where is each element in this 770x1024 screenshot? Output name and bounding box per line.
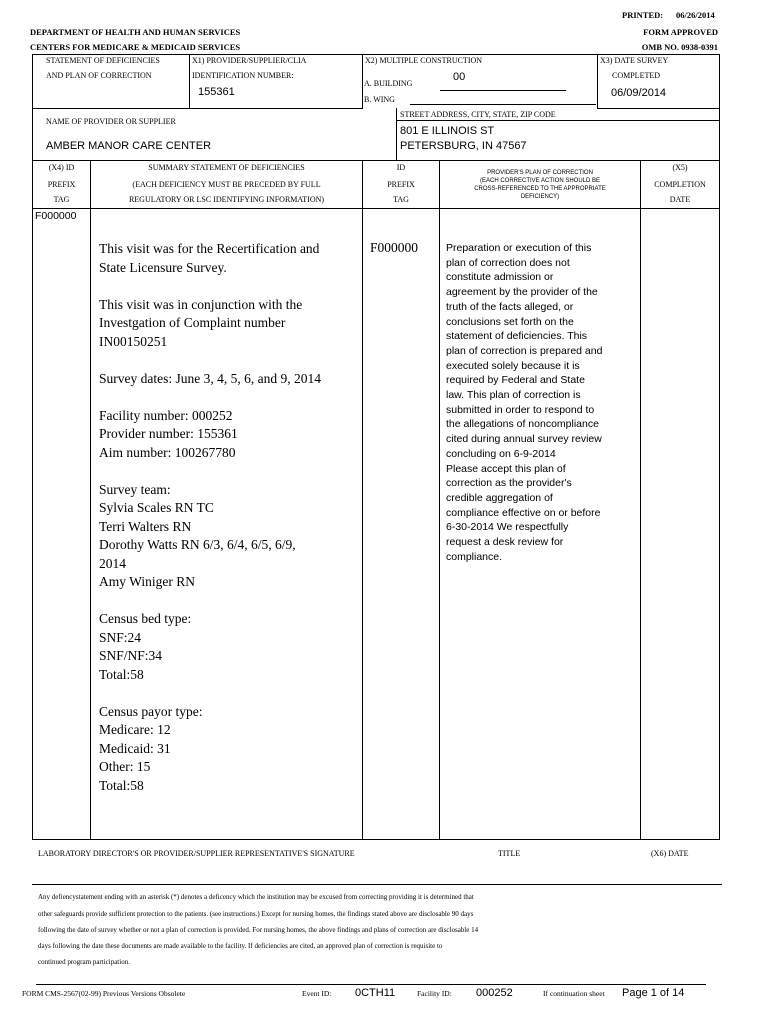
poc-header-2: (EACH CORRECTIVE ACTION SHOULD BE	[479, 178, 601, 184]
building-label: A. BUILDING	[364, 79, 413, 88]
table-left-border	[32, 160, 33, 840]
box1-left-border	[32, 54, 33, 109]
signature-label: LABORATORY DIRECTOR'S OR PROVIDER/SUPPLIER REPRESENTATIVE'S SIGNATURE	[38, 849, 355, 858]
title-label: TITLE	[498, 849, 521, 858]
id-header-1: ID	[396, 163, 406, 172]
poc-header-3: CROSS-REFERENCED TO THE APPROPRIATE	[474, 186, 606, 192]
x4-header-2: PREFIX	[47, 180, 76, 189]
table-top-border	[32, 160, 720, 161]
centers-name: CENTERS FOR MEDICARE & MEDICAID SERVICES	[30, 42, 241, 52]
provider-name-value: AMBER MANOR CARE CENTER	[46, 140, 212, 152]
x5-header-1: (X5)	[672, 163, 688, 172]
printed-label: PRINTED:	[622, 10, 664, 20]
x4-header-3: TAG	[53, 195, 70, 204]
summary-header-2: (EACH DEFICIENCY MUST BE PRECEDED BY FULL	[132, 180, 321, 189]
summary-header-1: SUMMARY STATEMENT OF DEFICIENCIES	[148, 163, 305, 172]
provider-number: 155361	[198, 86, 235, 98]
summary-statement: This visit was for the Recertification and State Licensure Survey. This visit was in conjunction with the Investgation of Complaint number IN00150251 Survey dates: June 3, 4, 5, 6, and 9, 2014 Facility number: 000252 Provider number: 155361 Aim number: 100267780 Survey team: Sylvia Scales RN TC Terri Walters RN Dorothy Watts RN 6/3, 6/4, 6/5, 6/9, 2014 Amy Winiger RN Census bed type: SNF:24 SNF/NF:34 Total:58 Census payor type: Medicare: 12 Medicaid: 31 Other: 15 Total:58	[99, 241, 321, 793]
x3-label-2: COMPLETED	[612, 71, 660, 80]
x5-header-2: COMPLETION	[654, 180, 706, 189]
building-value: 00	[453, 71, 466, 83]
x3-label-1: X3) DATE SURVEY	[600, 56, 669, 65]
wing-label: B. WING	[364, 95, 395, 104]
tag-left: F000000	[35, 210, 77, 222]
box1-divider-3	[597, 54, 598, 109]
box2-divider	[396, 108, 397, 160]
disclaimer-line-4: days following the date these documents are made available to the facility. If deficiencies are cited, an approved plan of correction is requisite to	[38, 942, 443, 950]
x4-header-1: (X4) ID	[48, 163, 75, 172]
form-approved: FORM APPROVED	[643, 27, 718, 37]
box1-right-border	[719, 54, 720, 109]
event-id-label: Event ID:	[302, 989, 332, 998]
footer-rule	[36, 984, 706, 985]
box1-divider-2	[362, 54, 363, 109]
summary-header-3: REGULATORY OR LSC IDENTIFYING INFORMATION)	[128, 195, 325, 204]
box1-bottom-left-border	[32, 108, 362, 109]
id-header-3: TAG	[393, 195, 409, 204]
id-header-2: PREFIX	[387, 180, 415, 189]
address-label: STREET ADDRESS, CITY, STATE, ZIP CODE	[400, 110, 556, 119]
tag-right: F000000	[370, 240, 419, 255]
event-id-value: 0CTH11	[355, 987, 396, 999]
box2-left-border	[32, 108, 33, 160]
x1-label-2: IDENTIFICATION NUMBER:	[192, 71, 294, 80]
table-col-divider-3	[439, 160, 440, 840]
omb-number: OMB NO. 0938-0391	[641, 42, 718, 52]
table-col-divider-1	[90, 160, 91, 840]
table-bottom-border	[32, 839, 720, 840]
wing-underline	[410, 104, 596, 105]
facility-id-value: 000252	[476, 987, 513, 999]
address-label-underline	[396, 120, 720, 121]
box2-right-border	[719, 108, 720, 160]
plan-of-correction: Preparation or execution of this plan of correction does not constitute admission or agreement by the provider of the truth of the facts alleged, or conclusions set forth on the statement of deficiencies. This plan of correction is prepared and executed solely because it is required by Federal and State law. This plan of correction is submitted in order to respond to the allegations of noncompliance cited during annual survey review concluding on 6-9-2014 Please accept this plan of correction as the provider's credible aggregation of compliance effective on or before 6-30-2014 We respectfully request a desk review for compliance.	[446, 242, 603, 563]
signature-underline	[32, 884, 722, 885]
table-right-border	[719, 160, 720, 840]
disclaimer-line-3: following the date of survey whether or not a plan of correction is provided. For nursing homes, the above findings and plans of correction are disclosable 14	[38, 926, 479, 934]
box1-bottom-right-border	[597, 108, 720, 109]
survey-date: 06/09/2014	[611, 87, 667, 99]
box1-divider-1	[189, 54, 190, 109]
printed-date: 06/26/2014	[676, 10, 715, 20]
table-col-divider-4	[640, 160, 641, 840]
address-line-2: PETERSBURG, IN 47567	[400, 140, 527, 152]
table-header-bottom	[32, 208, 720, 209]
form-number: FORM CMS-2567(02-99) Previous Versions Obsolete	[22, 989, 186, 998]
continuation-label: If continuation sheet	[543, 989, 605, 998]
facility-id-label: Facility ID:	[417, 989, 452, 998]
address-line-1: 801 E ILLINOIS ST	[400, 125, 495, 137]
x1-label-1: X1) PROVIDER/SUPPLIER/CLIA	[192, 56, 307, 65]
disclaimer-line-1: Any defiencystatement ending with an asterisk (*) denotes a deficency which the institution may be excused from correcting providing it is determined that	[38, 893, 474, 901]
disclaimer-line-5: continued program participation.	[38, 958, 130, 966]
disclaimer-line-2: other safeguards provide sufficient protection to the patients. (see instructions.) Except for nursing homes, the findings stated above are disclosable 90 days	[38, 910, 474, 918]
building-underline	[440, 90, 566, 91]
statement-label-2: AND PLAN OF CORRECTION	[46, 71, 152, 80]
x2-label: X2) MULTIPLE CONSTRUCTION	[365, 56, 483, 65]
page-number: Page 1 of 14	[622, 987, 685, 999]
provider-name-label: NAME OF PROVIDER OR SUPPLIER	[46, 117, 176, 126]
statement-label-1: STATEMENT OF DEFICIENCIES	[46, 56, 160, 65]
department-name: DEPARTMENT OF HEALTH AND HUMAN SERVICES	[30, 27, 241, 37]
poc-header-4: DEFICIENCY)	[520, 194, 560, 200]
box1-top-border	[32, 54, 720, 55]
poc-header-1: PROVIDER'S PLAN OF CORRECTION	[487, 170, 593, 176]
table-col-divider-2	[362, 160, 363, 840]
x5-header-3: DATE	[669, 195, 691, 204]
signature-date-label: (X6) DATE	[651, 849, 689, 858]
